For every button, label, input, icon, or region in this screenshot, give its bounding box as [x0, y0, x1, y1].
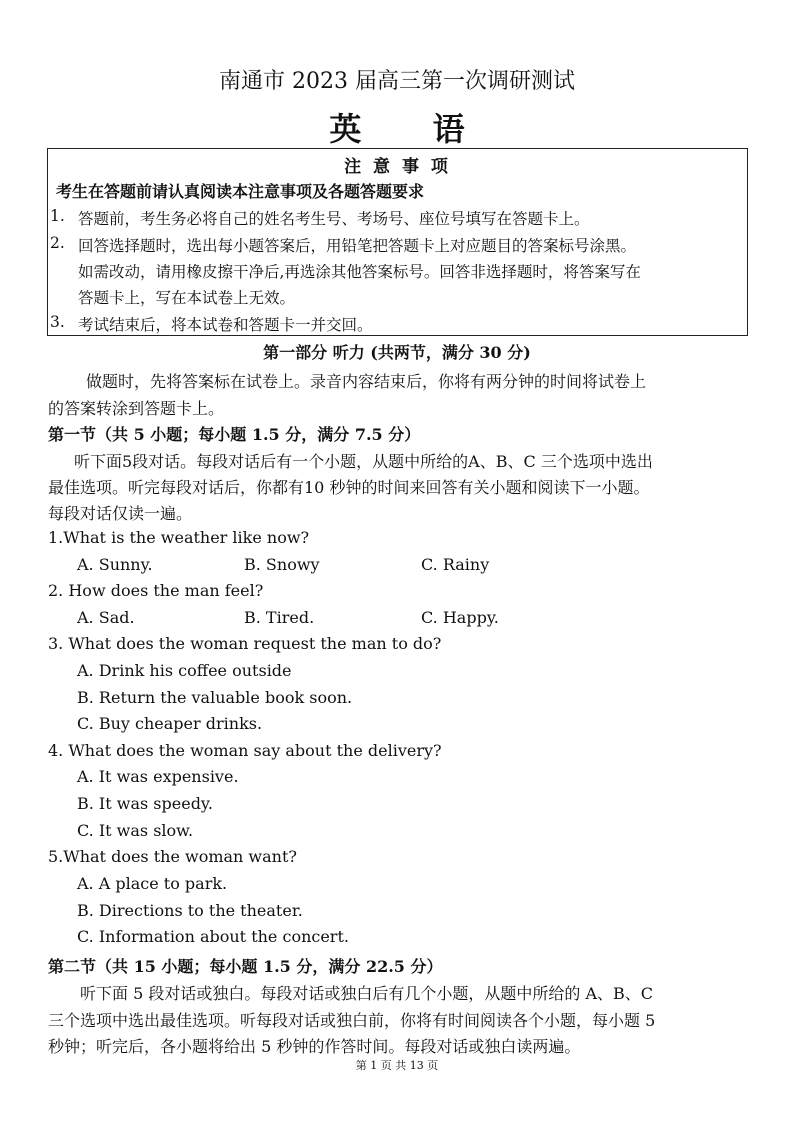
notice-item-line: 考试结束后，将本试卷和答题卡一并交回。: [78, 316, 373, 334]
question-option: A. Sunny.: [77, 555, 153, 574]
notice-item-number: 1.: [50, 207, 65, 225]
question-stem: 4. What does the woman say about the delivery?: [48, 741, 442, 760]
notice-lead: 考生在答题前请认真阅读本注意事项及各题答题要求: [56, 182, 425, 201]
notice-heading: 注 意 事 项: [344, 157, 451, 177]
part1-intro-line: 做题时，先将答案标在试卷上。录音内容结束后，你将有两分钟的时间将试卷上: [86, 372, 647, 391]
question-option: B. Directions to the theater.: [77, 901, 303, 920]
notice-box: [47, 148, 748, 336]
question-option: B. Return the valuable book soon.: [77, 688, 353, 707]
question-stem: 3. What does the woman request the man to do?: [48, 634, 442, 653]
question-stem: 2. How does the man feel?: [48, 581, 264, 600]
section2-intro-line: 听下面 5 段对话或独白。每段对话或独白后有几个小题，从题中所给的 A、B、C: [80, 984, 653, 1003]
notice-item-line: 答题前，考生务必将自己的姓名考生号、考场号、座位号填写在答题卡上。: [78, 210, 590, 228]
section1-intro-line: 听下面5段对话。每段对话后有一个小题，从题中所给的A、B、C 三个选项中选出: [74, 452, 653, 471]
question-option: C. Happy.: [421, 608, 499, 627]
question-option: B. Snowy: [244, 555, 320, 574]
exam-title: 南通市 2023 届高三第一次调研测试: [219, 69, 575, 94]
notice-item-line: 如需改动，请用橡皮擦干净后,再选涂其他答案标号。回答非选择题时，将答案写在: [78, 263, 641, 281]
question-option: B. It was speedy.: [77, 794, 213, 813]
part1-intro-line: 的答案转涂到答题卡上。: [48, 399, 225, 418]
question-option: C. Buy cheaper drinks.: [77, 714, 263, 733]
section2-intro-line: 三个选项中选出最佳选项。听每段对话或独白前，你将有时间阅读各个小题，每小题 5: [48, 1011, 656, 1030]
question-stem: 5.What does the woman want?: [48, 847, 297, 866]
section1-intro-line: 每段对话仅读一遍。: [48, 504, 193, 523]
part1-heading: 第一部分 听力 (共两节，满分 30 分): [263, 343, 531, 362]
question-option: A. It was expensive.: [77, 767, 239, 786]
notice-item-line: 答题卡上，写在本试卷上无效。: [78, 289, 296, 307]
notice-item-number: 2.: [50, 234, 65, 252]
section1-heading: 第一节（共 5 小题；每小题 1.5 分，满分 7.5 分）: [48, 425, 421, 444]
question-stem: 1.What is the weather like now?: [48, 528, 310, 547]
notice-item-number: 3.: [50, 313, 65, 331]
page-number: 第 1 页 共 13 页: [355, 1059, 439, 1072]
notice-item-line: 回答选择题时，选出每小题答案后，用铅笔把答题卡上对应题目的答案标号涂黑。: [78, 237, 637, 255]
question-option: C. It was slow.: [77, 821, 194, 840]
subject-title: 英 语: [329, 110, 495, 148]
question-option: A. A place to park.: [77, 874, 228, 893]
question-option: C. Information about the concert.: [77, 927, 349, 946]
question-option: A. Drink his coffee outside: [77, 661, 292, 680]
section1-intro-line: 最佳选项。听完每段对话后，你都有10 秒钟的时间来回答有关小题和阅读下一小题。: [48, 478, 650, 497]
question-option: A. Sad.: [77, 608, 135, 627]
question-option: C. Rainy: [421, 555, 490, 574]
section2-heading: 第二节（共 15 小题；每小题 1.5 分，满分 22.5 分）: [48, 957, 443, 976]
section2-intro-line: 秒钟；听完后，各小题将给出 5 秒钟的作答时间。每段对话或独白读两遍。: [48, 1037, 581, 1056]
question-option: B. Tired.: [244, 608, 315, 627]
